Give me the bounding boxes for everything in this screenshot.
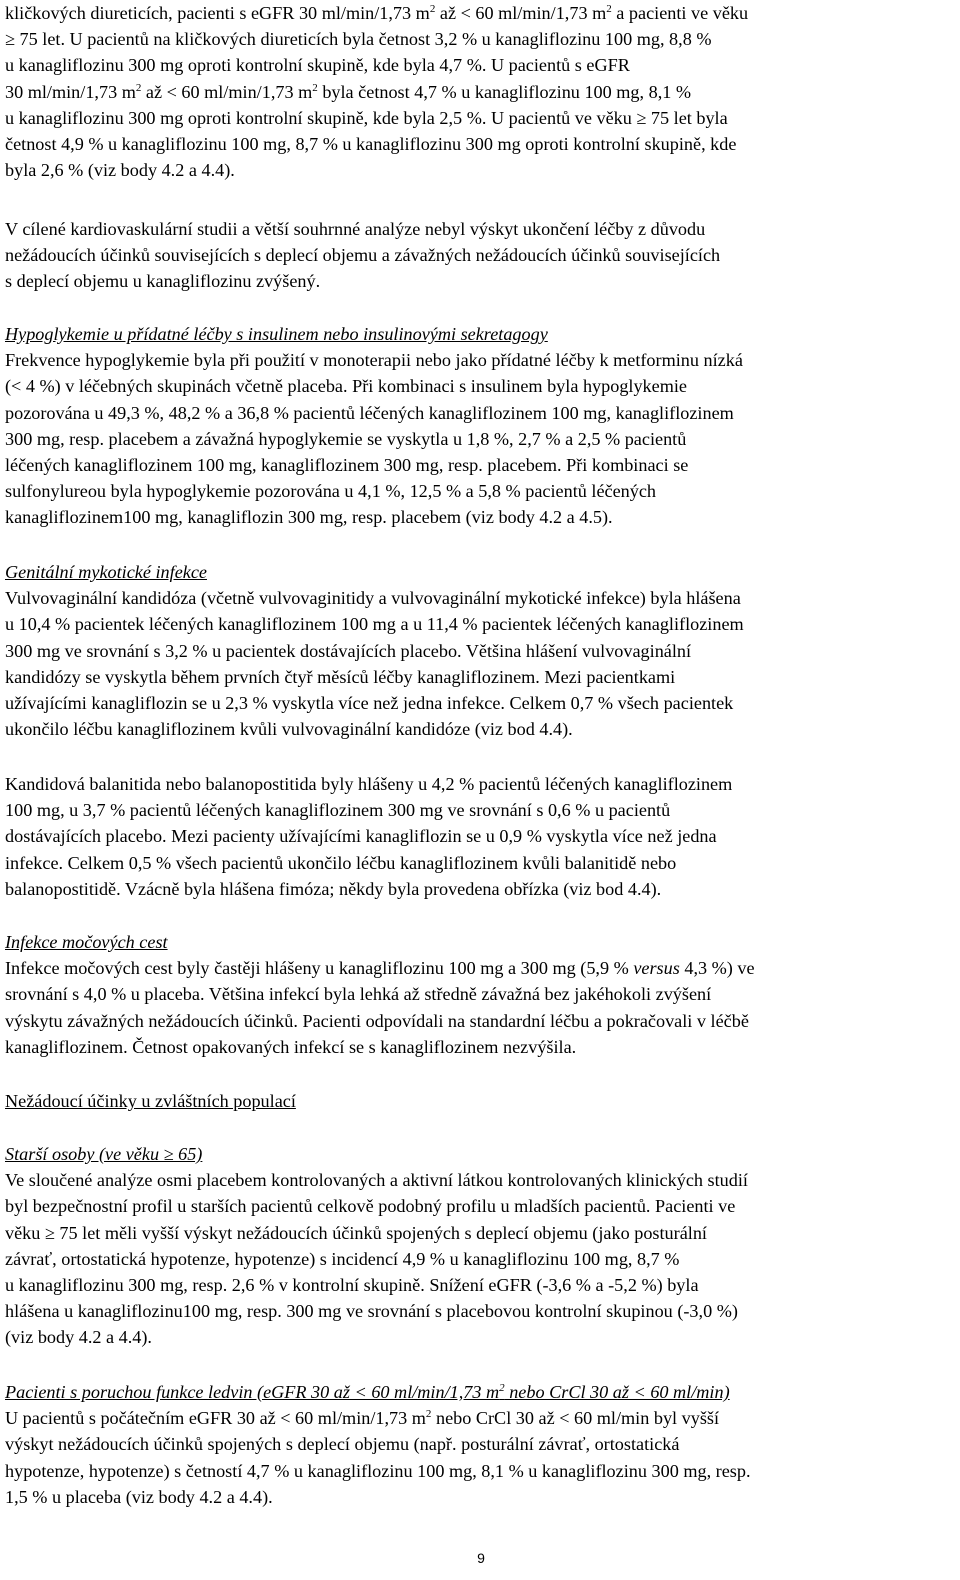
text-line: hlášena u kanagliflozinu100 mg, resp. 300 mg ve srovnání s placebovou kontrolní skupinou (-3,0 %) — [5, 1301, 738, 1322]
text-line: sulfonylureou byla hypoglykemie pozorována u 4,1 %, 12,5 % a 5,8 % pacientů léčených — [5, 481, 657, 502]
text-line: Ve sloučené analýze osmi placebem kontrolovaných a aktivní látkou kontrolovaných klinických studií — [5, 1170, 748, 1191]
text-line: kanagliflozinem100 mg, kanagliflozin 300 mg, resp. placebem (viz body 4.2 a 4.5). — [5, 507, 613, 528]
text-line: V cílené kardiovaskulární studii a větší souhrnné analýze nebyl výskyt ukončení léčby z důvodu — [5, 219, 706, 239]
text-line: srovnání s 4,0 % u placeba. Většina infekcí byla lehká až středně závažná bez jakéhokoli zvýšení — [5, 984, 712, 1005]
text-line: 300 mg ve srovnání s 3,2 % u pacientek dostávajících placebo. Většina hlášení vulvovaginální — [5, 640, 692, 661]
genital-infections-section — [5, 559, 957, 742]
text-line: dostávajících placebo. Mezi pacienty užívajícími kanagliflozin se u 0,9 % vyskytla více než jedna — [5, 826, 717, 847]
text-line: léčených kanagliflozinem 100 mg, kanagliflozinem 300 mg, resp. placebem. Při kombinaci se — [5, 455, 689, 476]
section-heading: Nežádoucí účinky u zvláštních populací — [5, 1091, 296, 1111]
text-line: u kanagliflozinu 300 mg, resp. 2,6 % v kontrolní skupině. Snížení eGFR (-3,6 % a -5,2 %) byla — [5, 1275, 699, 1296]
text-line: závrať, ortostatická hypotenze, hypotenze) s incidencí 4,9 % u kanagliflozinu 100 mg, 8,7 % — [5, 1248, 680, 1269]
text-line: balanopostitidě. Vzácně byla hlášena fimóza; někdy byla provedena obřízka (viz bod 4.4). — [5, 878, 662, 899]
intro-paragraph — [5, 0, 957, 183]
uti-section — [5, 929, 957, 1060]
text-line: infekce. Celkem 0,5 % všech pacientů ukončilo léčbu kanagliflozinem kvůli balanitidě nebo — [5, 852, 677, 873]
section-heading: Genitální mykotické infekce — [5, 562, 207, 582]
section-heading: Pacienti s poruchou funkce ledvin (eGFR 30 až < 60 ml/min/1,73 $m^2$ nebo CrCl 30 až < 60 ml/min) — [5, 1382, 730, 1402]
text-line: ≥ 75 let. U pacientů na kličkových diureticích byla četnost 3,2 % u kanagliflozinu 100 mg, 8,8 % — [5, 29, 712, 50]
text-line: nežádoucích účinků souvisejících s deplecí objemu a závažných nežádoucích účinků souvisejících — [5, 245, 721, 266]
renal-section — [5, 1379, 957, 1510]
text-line: 30 ml/min/1,73 $m^2$ až < 60 ml/min/1,73 $m^2$ byla četnost 4,7 % u kanagliflozinu 100 mg, 8,1 % — [5, 81, 692, 102]
elderly-section — [5, 1141, 957, 1351]
hypoglycemia-section — [5, 321, 957, 531]
text-line: u 10,4 % pacientek léčených kanagliflozinem 100 mg a u 11,4 % pacientek léčených kanagliflozinem — [5, 614, 744, 635]
text-line: (< 4 %) v léčebných skupinách včetně placeba. Při kombinaci s insulinem byla hypoglykemie — [5, 376, 687, 397]
text-line: u kanagliflozinu 300 mg oproti kontrolní skupině, kde byla 4,7 %. U pacientů s eGFR — [5, 55, 630, 76]
text-line: 1,5 % u placeba (viz body 4.2 a 4.4). — [5, 1486, 273, 1507]
text-line: kandidózy se vyskytla během prvních čtyř měsíců léčby kanagliflozinem. Mezi pacientkami — [5, 666, 676, 687]
text-line: Kandidová balanitida nebo balanopostitida byly hlášeny u 4,2 % pacientů léčených kanagliflozinem — [5, 774, 733, 794]
text-line: Vulvovaginální kandidóza (včetně vulvovaginitidy a vulvovaginální mykotické infekce) byla hlášena — [5, 588, 741, 609]
special-populations-heading — [5, 1088, 957, 1114]
text-line: u kanagliflozinu 300 mg oproti kontrolní skupině, kde byla 2,5 %. U pacientů ve věku ≥ 75 let byla — [5, 107, 728, 128]
text-line: ukončilo léčbu kanagliflozinem kvůli vulvovaginální kandidóze (viz bod 4.4). — [5, 719, 573, 740]
text-line: s deplecí objemu u kanagliflozinu zvýšený. — [5, 271, 321, 292]
text-line: U pacientů s počátečním eGFR 30 až < 60 ml/min/1,73 $m^2$ nebo CrCl 30 až < 60 ml/min byl vyšší — [5, 1408, 720, 1429]
text-line: byla 2,6 % (viz body 4.2 a 4.4). — [5, 160, 235, 181]
section-heading: Hypoglykemie u přídatné léčby s insulinem nebo insulinovými sekretagogy — [5, 324, 548, 344]
text-line: Frekvence hypoglykemie byla při použití v monoterapii nebo jako přídatné léčby k metforminu nízká — [5, 350, 743, 371]
text-line: 100 mg, u 3,7 % pacientů léčených kanagliflozinem 300 mg ve srovnání s 0,6 % u pacientů — [5, 800, 671, 821]
text-line: hypotenze, hypotenze) s četností 4,7 % u kanagliflozinu 100 mg, 8,1 % u kanagliflozinu 300 mg, resp. — [5, 1460, 751, 1481]
text-line: (viz body 4.2 a 4.4). — [5, 1327, 152, 1348]
text-line: četnost 4,9 % u kanagliflozinu 100 mg, 8,7 % u kanagliflozinu 300 mg oproti kontrolní skupině, kde — [5, 134, 737, 155]
text-line: výskytu závažných nežádoucích účinků. Pacienti odpovídali na standardní léčbu a pokračovali v léčbě — [5, 1010, 749, 1031]
text-line: byl bezpečnostní profil u starších pacientů celkově podobný profilu u mladších pacientů. Pacienti ve — [5, 1196, 736, 1217]
text-line: kličkových diureticích, pacienti s eGFR 30 ml/min/1,73 $m^2$ až < 60 ml/min/1,73 $m^2$ a pacienti ve věku — [5, 3, 749, 23]
text-line: užívajícími kanagliflozin se u 2,3 % vyskytla více než jedna infekce. Celkem 0,7 % všech pacientek — [5, 693, 734, 714]
balanitis-paragraph — [5, 771, 957, 902]
text-line: Infekce močových cest byly častěji hlášeny u kanagliflozinu 100 mg a 300 mg (5,9 % versus 4,3 %) ve — [5, 958, 755, 979]
page-number: 9 — [477, 1550, 485, 1566]
text-line: kanagliflozinem. Četnost opakovaných infekcí se s kanagliflozinem nezvýšila. — [5, 1036, 577, 1057]
text-line: věku ≥ 75 let měli vyšší výskyt nežádoucích účinků spojených s deplecí objemu (jako posturální — [5, 1222, 707, 1243]
section-heading: Infekce močových cest — [5, 932, 168, 952]
text-line: 300 mg, resp. placebem a závažná hypoglykemie se vyskytla u 1,8 %, 2,7 % a 2,5 % pacientů — [5, 428, 687, 449]
section-heading: Starší osoby (ve věku ≥ 65) — [5, 1144, 203, 1164]
cardio-paragraph — [5, 216, 957, 295]
text-line: výskyt nežádoucích účinků spojených s deplecí objemu (např. posturální závrať, ortostatická — [5, 1434, 680, 1455]
text-line: pozorována u 49,3 %, 48,2 % a 36,8 % pacientů léčených kanagliflozinem 100 mg, kanagliflozinem — [5, 402, 734, 423]
